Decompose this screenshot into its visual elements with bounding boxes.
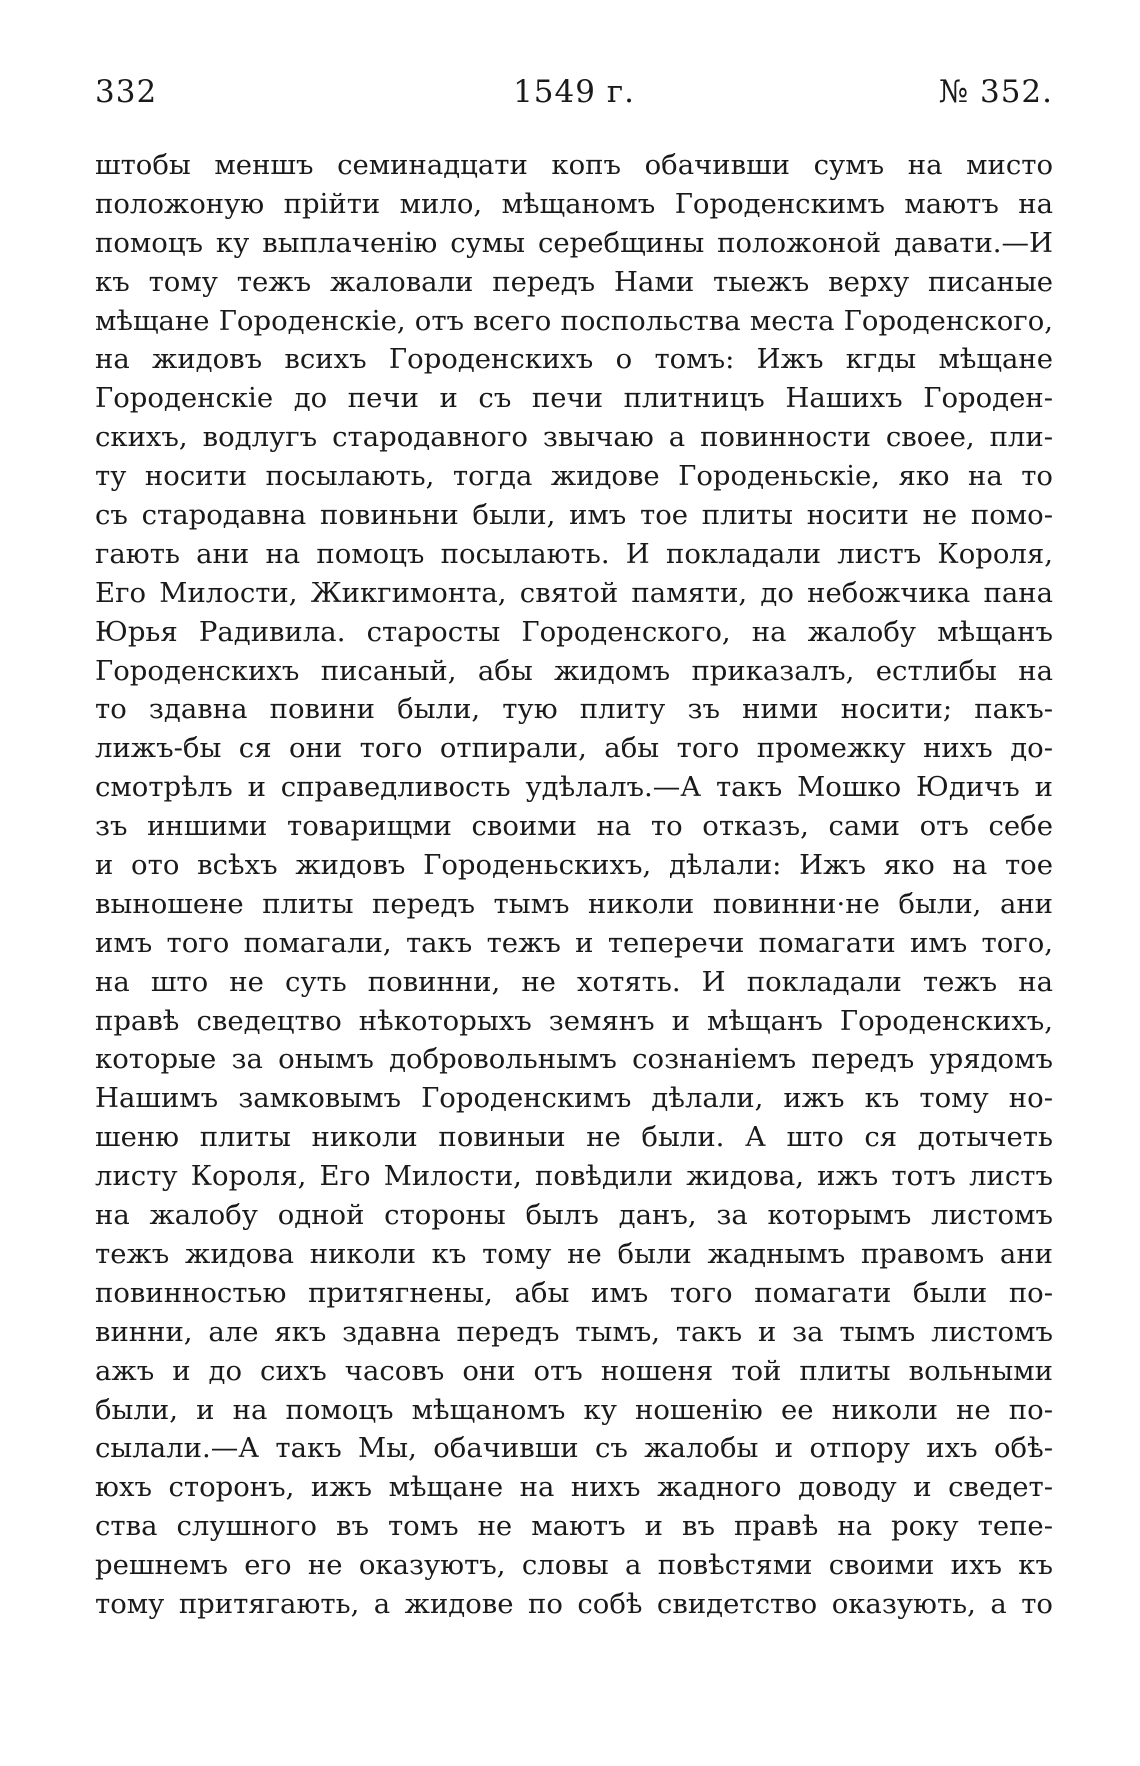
document-year: 1549 г. <box>513 74 635 110</box>
text-line: смотрѣлъ и справедливость удѣлалъ.—А такъ Мошко Юдичъ и <box>95 771 1053 804</box>
text-line: съ стародавна повиньни были, имъ тое плиты носити не помо- <box>95 499 1053 532</box>
text-line: зъ иншими товарищми своими на то отказъ, сами отъ себе <box>95 810 1053 843</box>
text-line: листу Короля, Его Милости, повѣдили жидова, ижъ тотъ листъ <box>95 1160 1053 1193</box>
text-line: помоцъ ку выплаченію сумы серебщины положоной давати.—И <box>95 226 1053 259</box>
text-line: тому притягають, а жидове по собѣ свидетство оказують, а то <box>95 1587 1053 1620</box>
text-line: ства слушного въ томъ не маютъ и въ правѣ на року тепе- <box>95 1510 1053 1543</box>
text-line: на жалобу одной стороны былъ данъ, за которымъ листомъ <box>95 1199 1053 1232</box>
text-line: винни, але якъ здавна передъ тымъ, такъ и за тымъ листомъ <box>95 1315 1053 1348</box>
text-line: Городенскихъ писаный, абы жидомъ приказалъ, естлибы на <box>95 654 1053 687</box>
text-line: штобы меншъ семинадцати копъ обачивши сумъ на мисто <box>95 149 1053 181</box>
text-line: на жидовъ всихъ Городенскихъ о томъ: Ижъ кгды мѣщане <box>95 343 1053 376</box>
text-line: Юрья Радивила. старосты Городенского, на жалобу мѣщанъ <box>95 615 1053 648</box>
text-line: ажъ и до сихъ часовъ они отъ ношеня той плиты вольными <box>95 1354 1053 1387</box>
text-line: Его Милости, Жикгимонта, святой памяти, до небожчика пана <box>95 576 1053 609</box>
text-line: решнемъ его не оказуютъ, словы а повѣстями своими ихъ къ <box>95 1549 1053 1582</box>
text-line: которые за онымъ добровольнымъ сознаніемъ передъ урядомъ <box>95 1043 1053 1076</box>
text-line: повинностью притягнены, абы имъ того помагати были по- <box>95 1276 1053 1309</box>
text-line: юхъ сторонъ, ижъ мѣщане на нихъ жадного доводу и сведет- <box>95 1471 1053 1504</box>
text-line: Городенскіе до печи и съ печи плитницъ Нашихъ Городен- <box>95 382 1053 415</box>
text-line: правѣ сведецтво нѣкоторыхъ земянъ и мѣщанъ Городенскихъ, <box>95 1004 1053 1037</box>
text-line: были, и на помоцъ мѣщаномъ ку ношенію ее николи не по- <box>95 1393 1053 1426</box>
text-line: мѣщане Городенскіе, отъ всего поспольства места Городенского, <box>95 304 1053 337</box>
text-line: лижъ-бы ся они того отпирали, абы того промежку нихъ до- <box>95 732 1053 765</box>
text-line: на што не суть повинни, не хотять. И покладали тежъ на <box>95 965 1053 998</box>
running-head <box>95 74 1053 124</box>
text-line: имъ того помагали, такъ тежъ и теперечи помагати имъ того, <box>95 926 1053 959</box>
text-line: къ тому тежъ жаловали передъ Нами тыежъ верху писаные <box>95 265 1053 298</box>
text-line: тежъ жидова николи къ тому не были жаднымъ правомъ ани <box>95 1237 1053 1270</box>
text-line: шеню плиты николи повиныи не были. А што ся дотычеть <box>95 1121 1053 1154</box>
page-number: 332 <box>95 74 158 110</box>
text-line: выношене плиты передъ тымъ николи повинни·не были, ани <box>95 887 1053 920</box>
text-line: ту носити посылають, тогда жидове Городеньскіе, яко на то <box>95 460 1053 493</box>
text-line: положоную прійти мило, мѣщаномъ Городенскимъ маютъ на <box>95 187 1053 220</box>
text-line: сылали.—А такъ Мы, обачивши съ жалобы и отпору ихъ обѣ- <box>95 1432 1053 1465</box>
body-text <box>95 146 1053 1624</box>
text-line: Нашимъ замковымъ Городенскимъ дѣлали, ижъ къ тому но- <box>95 1082 1053 1115</box>
text-line: гають ани на помоцъ посылають. И покладали листъ Короля, <box>95 537 1053 570</box>
text-line: то здавна повини были, тую плиту зъ ними носити; пакъ- <box>95 693 1053 726</box>
document-number: № 352. <box>938 74 1053 110</box>
text-line: скихъ, водлугъ стародавного звычаю а повинности своее, пли- <box>95 421 1053 454</box>
text-line: и ото всѣхъ жидовъ Городеньскихъ, дѣлали: Ижъ яко на тое <box>95 849 1053 882</box>
